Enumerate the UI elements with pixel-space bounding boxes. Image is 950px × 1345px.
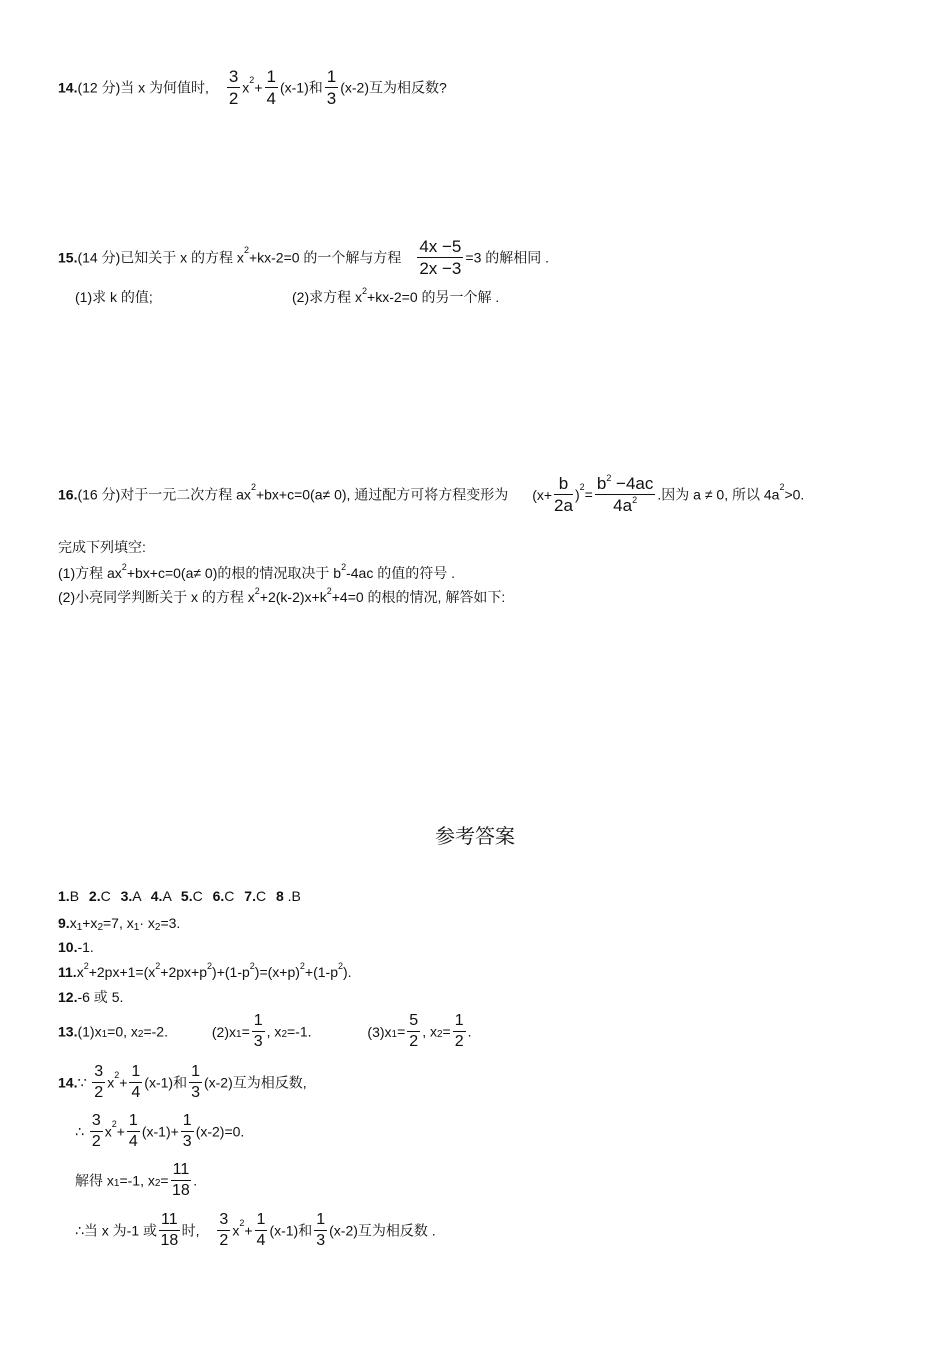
answer-choice: C <box>224 888 239 904</box>
q15-sub-1: (1)求 k 的值; <box>75 289 153 305</box>
answer-14-line-3: 解得 x1=-1, x2= $\frac{11}{18}$ . <box>75 1161 198 1199</box>
answer-number: 7. <box>244 888 256 904</box>
answer-10: 10.-1. <box>58 939 94 955</box>
q16-line-2: 完成下列填空: <box>58 539 146 555</box>
fraction: $\frac{b^2 -4ac}{4a^2}$ <box>596 473 654 515</box>
fraction: $\frac{3}{2}$ <box>228 67 239 108</box>
answer-9: 9.x1+x2=7, x1· x2=3. <box>58 915 181 933</box>
q16-line-4: (2)小亮同学判断关于 x 的方程 $x^2+2(k-2)x+k^2+4=0$ 的根的情况, 解答如下: <box>58 586 506 605</box>
answers-1-8 <box>58 889 307 903</box>
answer-number: 8 <box>275 888 284 904</box>
answer-choice: C <box>192 888 207 904</box>
question-number: 16. <box>58 486 78 503</box>
answer-number: 2. <box>88 888 101 904</box>
answer-choice: .B <box>283 888 301 904</box>
answer-choice: A <box>162 888 175 904</box>
fraction: $\frac{1}{4}$ <box>266 67 276 108</box>
question-number: 15. <box>58 249 78 266</box>
answer-choice: C <box>255 888 270 904</box>
fraction: $\frac{1}{2}$ <box>454 1012 464 1050</box>
answers-title: 参考答案 <box>435 824 515 848</box>
fraction: $\frac{1}{3}$ <box>326 67 337 108</box>
answer-choice: B <box>69 888 83 904</box>
answer-14-line-4: ∴当 x 为-1 或 $\frac{11}{18}$ 时, $\frac{3}{2}$ $x^2+$ $\frac{1}{4}$ (x-1)和 $\frac{1}{3}$ (x-2)互为相反数 . <box>75 1211 436 1249</box>
q16-line-3: (1)方程 $ax^2+bx+c=0(a\ne 0)$的根的情况取决于 $b^2-4ac$ 的值的符号 . <box>58 562 455 581</box>
answer-choice: C <box>100 888 115 904</box>
question-16: 16.(16 分)对于一元二次方程 $ax^2+bx+c=0(a\ne 0)$, 通过配方可将方程变形为 (x+ $\frac{b}{2a}$ )$^2$= $\frac{b^2 -4ac}{4a^2}$ .因为 a ≠ 0, 所以 $4a^2>0$. <box>58 473 805 515</box>
answer-number: 5. <box>180 888 193 904</box>
fraction: $\frac{1}{3}$ <box>253 1012 263 1050</box>
fraction: $\frac{4x -5}{2x -3}$ <box>419 237 462 278</box>
answer-13: 13.(1)x1=0, x2=-2. (2)x1= $\frac{1}{3}$ , x2=-1. (3)x1= $\frac{5}{2}$ , x2= $\frac{1}{2}$ . <box>58 1012 472 1050</box>
answer-11: $11.x^2+2px+1=(x^2+2px+p^2)+(1-p^2)=(x+p)^2+(1-p^2)$. <box>58 961 352 980</box>
fraction: $\frac{5}{2}$ <box>409 1012 419 1050</box>
answer-number: 3. <box>120 888 133 904</box>
answer-number: 1. <box>58 888 70 904</box>
q15-sub-2: (2)求方程 $x^2+kx-2=0$ 的另一个解 . <box>292 286 500 305</box>
fraction: $\frac{b}{2a}$ <box>554 474 573 515</box>
answer-number: 6. <box>212 888 225 904</box>
answer-number: 4. <box>150 888 163 904</box>
question-14: 14.(12 分)当 x 为何值时, $\frac{3}{2}$ $x^2+$ $\frac{1}{4}$ (x-1)和 $\frac{1}{3}$ (x-2)互为相反数? <box>58 67 447 108</box>
answer-12: 12.-6 或 5. <box>58 989 124 1005</box>
answer-14-line-2: ∴ $\frac{3}{2}$ $x^2+$ $\frac{1}{4}$ (x-1)+ $\frac{1}{3}$ (x-2)=0. <box>75 1112 245 1150</box>
question-15: 15.(14 分)已知关于 x 的方程 $x^2+kx-2=0$ 的一个解与方程 $\frac{4x -5}{2x -3}$ =3 的解相同 . <box>58 237 550 278</box>
question-number: 14. <box>58 79 78 96</box>
answer-14-line-1: 14.∵ $\frac{3}{2}$ $x^2+$ $\frac{1}{4}$ (x-1)和 $\frac{1}{3}$ (x-2)互为相反数, <box>58 1063 307 1101</box>
answer-choice: A <box>132 888 145 904</box>
